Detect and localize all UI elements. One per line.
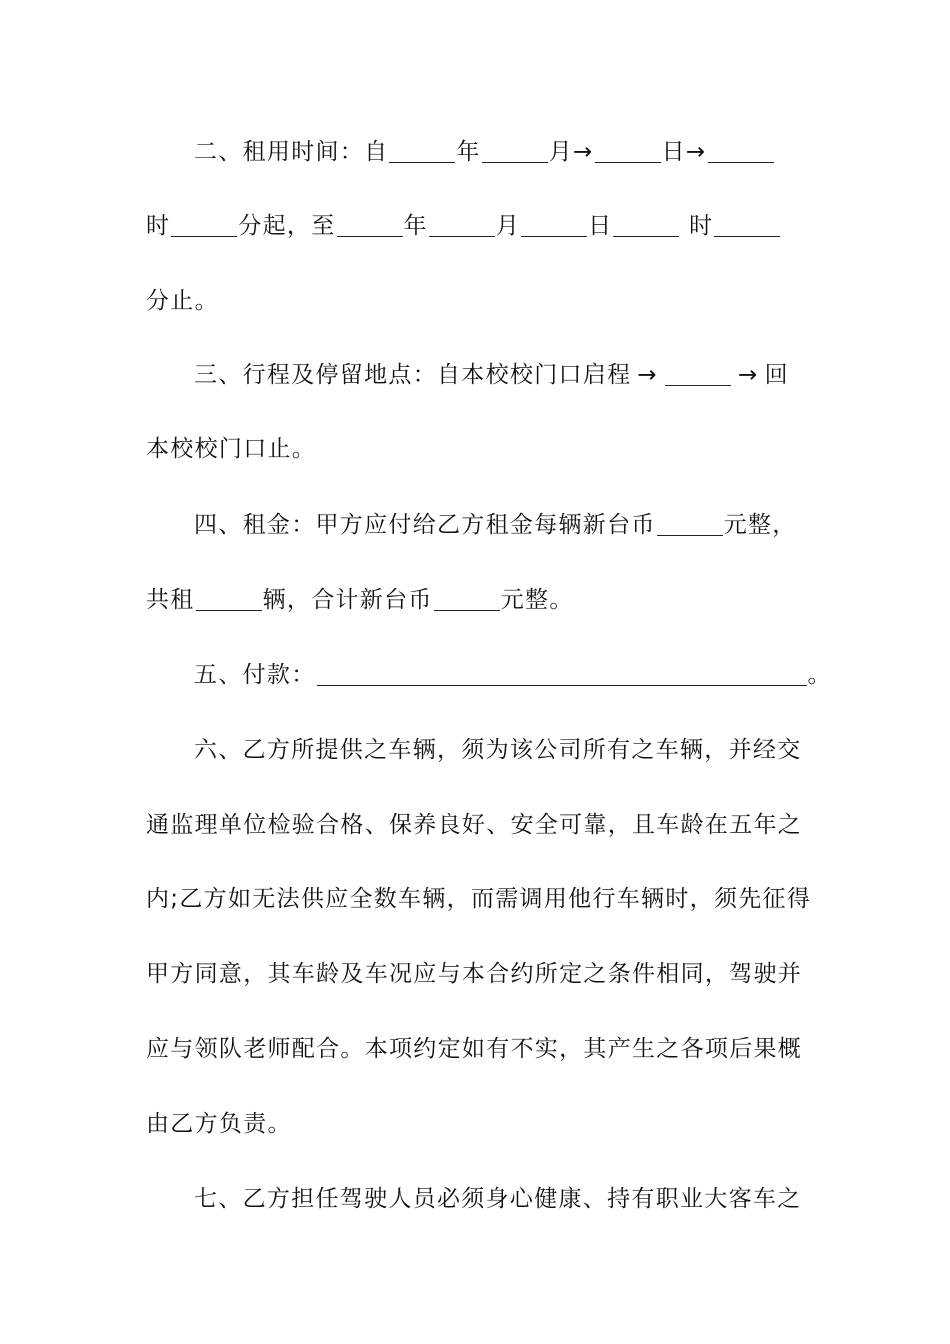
vehicle-clause-line: 由乙方负责。 [146,1111,292,1137]
rent-total-vehicles-label: 共租 [146,587,195,613]
route-line-2 [146,429,816,469]
payment-line [194,655,834,695]
vehicle-clause-line: 甲方同意，其车龄及车况应与本合约所定之条件相同，驾驶并 [146,961,803,987]
label-month: 月 [495,213,521,239]
arrow-icon: → [685,139,707,165]
route-end-text: 本校校门口止。 [146,436,317,462]
driver-clause-line: 七、乙方担任驾驶人员必须身心健康、持有职业大客车之 [194,1186,802,1212]
rental-time-line-3 [146,281,816,321]
label-hour: 时 [689,213,714,239]
vehicle-clause-line: 六、乙方所提供之车辆，须为该公司所有之车辆，并经交 [194,737,802,763]
vehicle-clause-line: 内;乙方如无法供应全数车辆，而需调用他行车辆时，须先征得 [146,886,812,912]
label-year: 年 [456,139,481,165]
blank-end-minute[interactable] [714,210,780,237]
blank-stop-location[interactable] [665,359,731,386]
rent-line-2 [146,580,816,620]
route-line-1 [194,355,816,395]
rent-total-unit: 元整。 [500,587,574,613]
arrow-icon: → [637,362,658,388]
label-hour: 时 [146,213,171,239]
label-minute-end: 分止。 [146,288,219,314]
blank-rent-total[interactable] [434,584,500,611]
blank-start-hour[interactable] [708,136,774,163]
arrow-icon: → [737,362,759,388]
arrow-icon: → [573,139,594,165]
blank-end-hour[interactable] [613,210,679,237]
vehicle-clause-line: 应与领队老师配合。本项约定如有不实，其产生之各项后果概 [146,1036,803,1062]
label-month: 月 [548,139,574,165]
blank-start-month[interactable] [482,136,548,163]
route-return-label: 回 [764,362,789,388]
rent-text: 四、租金：甲方应付给乙方租金每辆新台币 [194,512,656,538]
label-day: 日 [588,213,613,239]
blank-end-year[interactable] [337,210,403,237]
rental-time-line-2 [146,206,816,246]
blank-start-year[interactable] [389,136,455,163]
blank-start-day[interactable] [595,136,661,163]
payment-label: 五、付款： [194,662,316,688]
blank-vehicle-count[interactable] [196,584,262,611]
blank-start-minute[interactable] [171,210,237,237]
label-minute-from-to: 分起，至 [238,213,336,239]
blank-end-month[interactable] [429,210,495,237]
rent-line-1 [194,505,816,545]
blank-payment-terms[interactable] [317,659,807,686]
blank-rent-per-vehicle[interactable] [657,509,723,536]
label-day: 日 [661,139,686,165]
blank-end-day[interactable] [521,210,587,237]
rent-total-label: 辆，合计新台币 [262,587,433,613]
label-year: 年 [403,213,428,239]
vehicle-clause-line: 通监理单位检验合格、保养良好、安全可靠，且车龄在五年之 [146,812,803,838]
rent-unit: 元整， [723,512,797,538]
rental-time-prefix: 二、租用时间：自 [194,139,389,165]
route-text: 三、行程及停留地点：自本校校门口启程 [194,362,632,388]
rental-time-line-1 [194,132,816,172]
payment-end-mark: 。 [807,662,832,688]
